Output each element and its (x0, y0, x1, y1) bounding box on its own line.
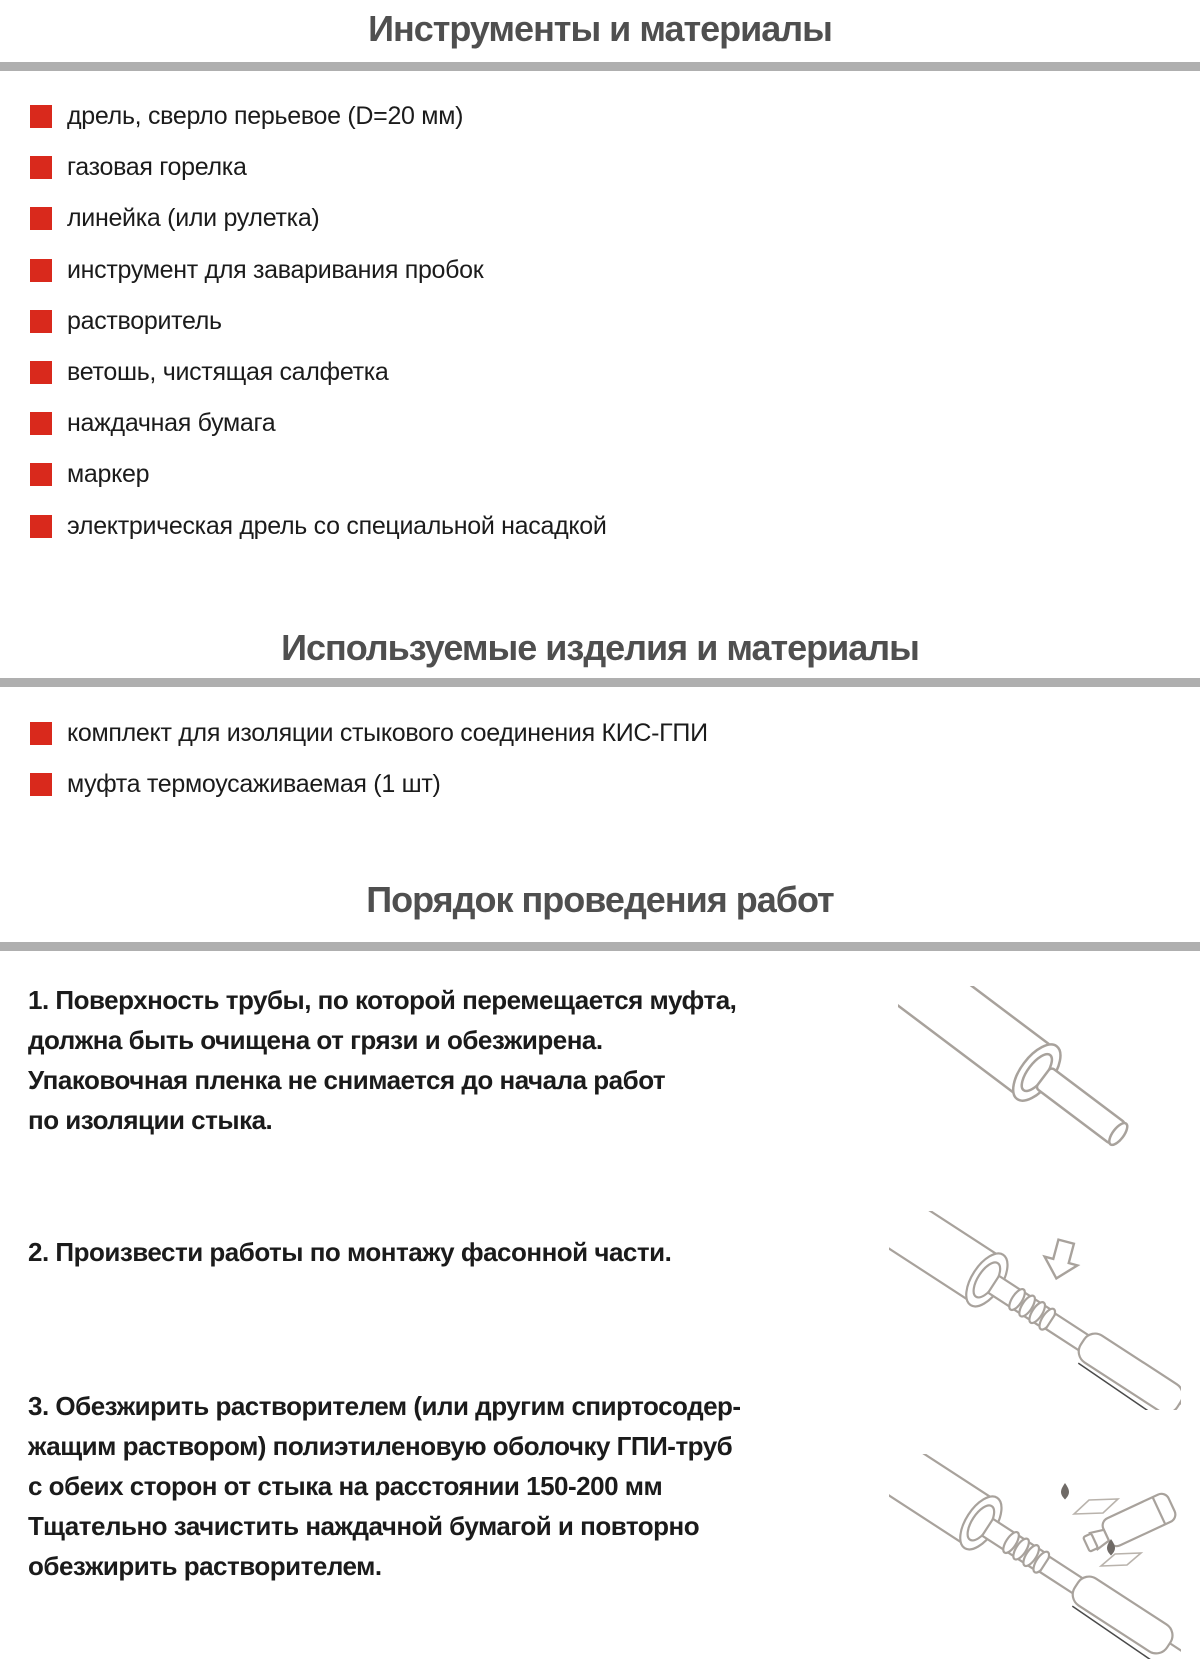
list-item (30, 514, 607, 538)
list-item (30, 462, 149, 486)
list-item-label: дрель, сверло перьевое (D=20 мм) (67, 102, 464, 130)
section-title-tools: Инструменты и материалы (368, 8, 832, 49)
list-item (30, 411, 275, 435)
divider-bar (0, 62, 1200, 71)
red-square-bullet-icon (30, 722, 52, 745)
step-line: должна быть очищена от грязи и обезжирена. (28, 1025, 603, 1055)
step-1-illustration-pipe-end (898, 986, 1181, 1206)
red-square-bullet-icon (30, 773, 52, 796)
step-3-illustration-degreasing (889, 1454, 1181, 1659)
red-square-bullet-icon (30, 463, 52, 486)
list-item (30, 155, 247, 179)
list-item-label: газовая горелка (67, 153, 247, 181)
arrow-down-icon (1040, 1237, 1083, 1283)
step-line: по изоляции стыка. (28, 1105, 273, 1135)
list-item-label: растворитель (67, 307, 222, 335)
list-item (30, 104, 463, 128)
list-item-label: электрическая дрель со специальной насадкой (67, 512, 607, 540)
step-line: обезжирить растворителем. (28, 1551, 382, 1581)
list-item-label: комплект для изоляции стыкового соединения КИС-ГПИ (67, 719, 708, 747)
list-item (30, 772, 441, 796)
list-item-label: линейка (или рулетка) (67, 204, 320, 232)
step-1-text (28, 980, 736, 1140)
step-3-text (28, 1386, 741, 1586)
section-title-materials: Используемые изделия и материалы (281, 627, 919, 668)
divider-bar (0, 942, 1200, 951)
step-line: жащим раствором) полиэтиленовую оболочку ГПИ-труб (28, 1431, 733, 1461)
red-square-bullet-icon (30, 259, 52, 282)
list-item (30, 721, 708, 745)
step-line: Упаковочная пленка не снимается до начала работ (28, 1065, 666, 1095)
step-2-illustration-fitting (889, 1211, 1181, 1410)
step-line: 2. Произвести работы по монтажу фасонной части. (28, 1237, 672, 1267)
list-item (30, 206, 319, 230)
list-item-label: наждачная бумага (67, 409, 276, 437)
section-title-procedure: Порядок проведения работ (366, 879, 834, 920)
list-item-label: маркер (67, 460, 150, 488)
divider-bar (0, 678, 1200, 687)
drop-icon (1061, 1483, 1069, 1500)
step-line: 3. Обезжирить растворителем (или другим спиртосодер- (28, 1391, 741, 1421)
step-line: с обеих сторон от стыка на расстоянии 150-200 мм (28, 1471, 663, 1501)
list-item-label: инструмент для заваривания пробок (67, 256, 484, 284)
list-item (30, 360, 389, 384)
list-item-label: муфта термоусаживаемая (1 шт) (67, 770, 441, 798)
swab-patch-icon (1101, 1553, 1141, 1566)
solvent-bottle-icon (1080, 1491, 1178, 1558)
list-item-label: ветошь, чистящая салфетка (67, 358, 389, 386)
red-square-bullet-icon (30, 412, 52, 435)
list-item (30, 309, 222, 333)
red-square-bullet-icon (30, 156, 52, 179)
red-square-bullet-icon (30, 515, 52, 538)
red-square-bullet-icon (30, 207, 52, 230)
step-2-text (28, 1232, 671, 1272)
step-line: 1. Поверхность трубы, по которой перемещается муфта, (28, 985, 737, 1015)
step-line: Тщательно зачистить наждачной бумагой и повторно (28, 1511, 700, 1541)
red-square-bullet-icon (30, 361, 52, 384)
swab-patch-icon (1074, 1499, 1118, 1514)
red-square-bullet-icon (30, 310, 52, 333)
list-item (30, 258, 483, 282)
red-square-bullet-icon (30, 105, 52, 128)
